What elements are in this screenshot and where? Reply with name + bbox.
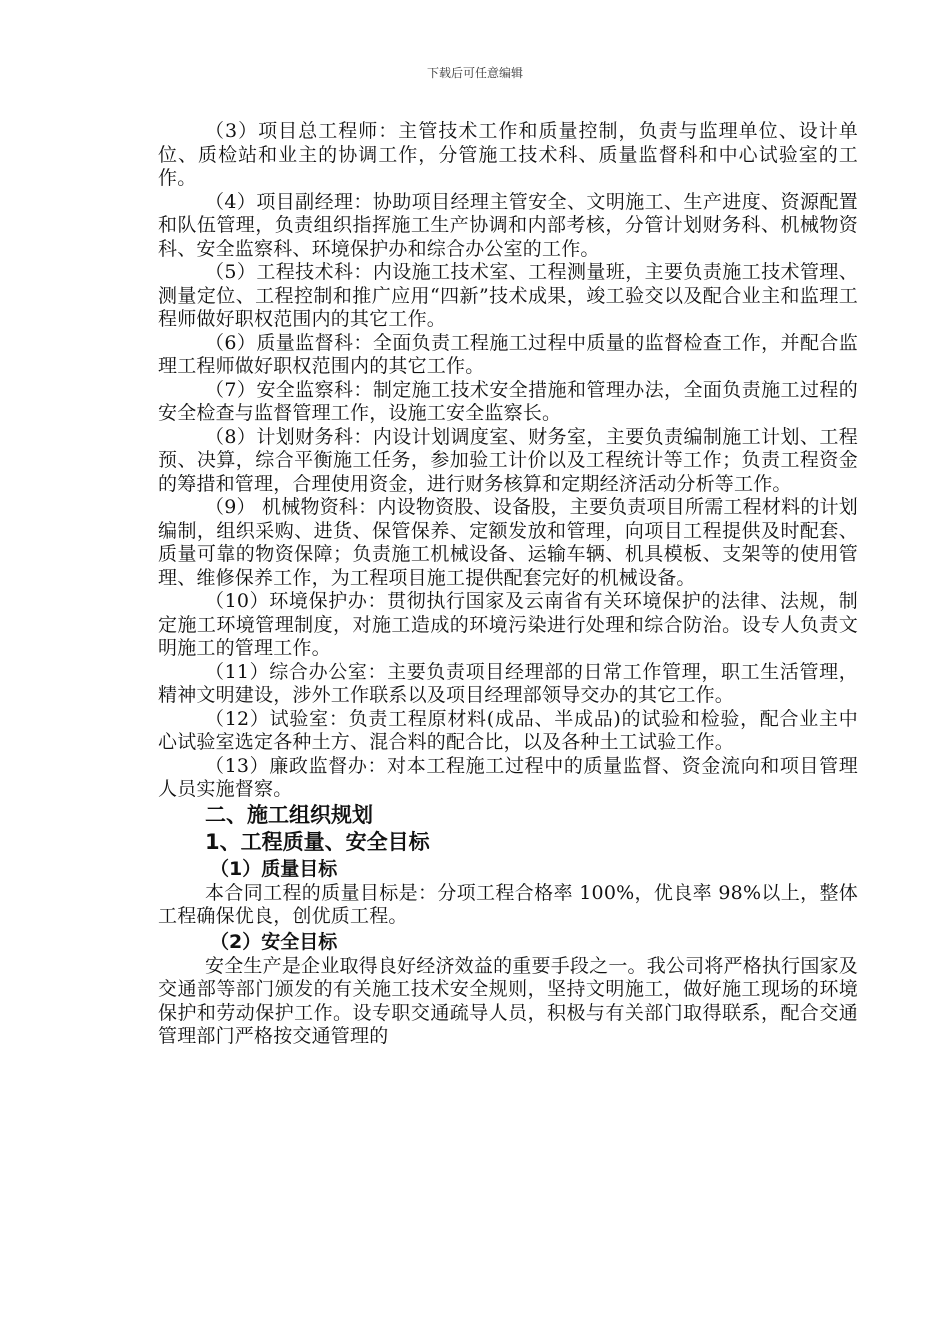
subsection-heading: 1、工程质量、安全目标 xyxy=(205,829,430,854)
section-heading: 二、施工组织规划 xyxy=(205,802,373,827)
paragraph-machinery-materials: （9） 机械物资科：内设物资股、设备股，主要负责项目所需工程材料的计划编制，组织采购、进货、保管保养、定额发放和管理，向项目工程提供及时配套、质量可靠的物资保障；负责施工机械设备、运输车辆、机具模板、支架等的使用管理、维修保养工作，为工程项目施工提供配套完好的机械设备。 xyxy=(158,496,858,589)
paragraph-engineering-tech: （5）工程技术科：内设施工技术室、工程测量班，主要负责施工技术管理、测量定位、工程控制和推广应用“四新”技术成果，竣工验交以及配合业主和监理工程师做好职权范围内的其它工作。 xyxy=(158,261,858,330)
quality-target-heading: （1）质量目标 xyxy=(210,857,338,880)
paragraph-safety-inspection: （7）安全监察科：制定施工技术安全措施和管理办法，全面负责施工过程的安全检查与监督管理工作，设施工安全监察长。 xyxy=(158,378,858,424)
paragraph-quality-supervision: （6）质量监督科：全面负责工程施工过程中质量的监督检查工作，并配合监理工程师做好职权范围内的其它工作。 xyxy=(158,331,858,377)
paragraph-integrity-office: （13）廉政监督办：对本工程施工过程中的质量监督、资金流向和项目管理人员实施督察。 xyxy=(158,754,858,800)
paragraph-chief-engineer: （3）项目总工程师：主管技术工作和质量控制，负责与监理单位、设计单位、质检站和业主的协调工作，分管施工技术科、质量监督科和中心试验室的工作。 xyxy=(158,120,858,189)
paragraph-planning-finance: （8）计划财务科：内设计划调度室、财务室，主要负责编制施工计划、工程预、决算，综合平衡施工任务，参加验工计价以及工程统计等工作；负责工程资金的筹措和管理，合理使用资金，进行财务核算和定期经济活动分析等工作。 xyxy=(158,425,858,495)
paragraph-laboratory: （12）试验室：负责工程原材料(成品、半成品)的试验和检验，配合业主中心试验室选定各种土方、混合料的配合比，以及各种土工试验工作。 xyxy=(158,707,858,753)
document-body xyxy=(158,120,858,1049)
safety-target-text: 安全生产是企业取得良好经济效益的重要手段之一。我公司将严格执行国家及交通部等部门颁发的有关施工技术安全规则，坚持文明施工，做好施工现场的环境保护和劳动保护工作。设专职交通疏导人员，积极与有关部门取得联系，配合交通管理部门严格按交通管理的 xyxy=(158,954,858,1047)
quality-target-text: 本合同工程的质量目标是：分项工程合格率 100%，优良率 98%以上，整体工程确保优良，创优质工程。 xyxy=(158,881,858,927)
paragraph-environment-office: （10）环境保护办：贯彻执行国家及云南省有关环境保护的法律、法规，制定施工环境管理制度，对施工造成的环境污染进行处理和综合防治。设专人负责文明施工的管理工作。 xyxy=(158,590,858,659)
page-header: 下载后可任意编辑 xyxy=(426,66,523,80)
paragraph-deputy-manager: （4）项目副经理：协助项目经理主管安全、文明施工、生产进度、资源配置和队伍管理，负责组织指挥施工生产协调和内部考核，分管计划财务科、机械物资科、安全监察科、环境保护办和综合办公室的工作。 xyxy=(158,190,858,260)
paragraph-general-office: （11）综合办公室：主要负责项目经理部的日常工作管理，职工生活管理，精神文明建设，涉外工作联系以及项目经理部领导交办的其它工作。 xyxy=(158,660,858,706)
safety-target-heading: （2）安全目标 xyxy=(210,930,338,953)
